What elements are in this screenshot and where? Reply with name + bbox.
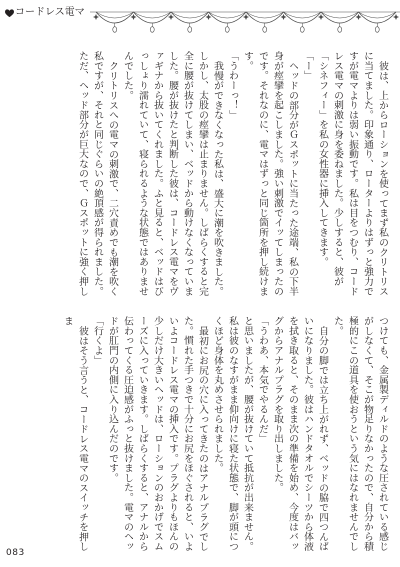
garland-sparkle (318, 14, 324, 20)
garland-bulb (375, 27, 379, 33)
garland-string (321, 12, 359, 23)
paragraph: 自分の脚では立ち上がれず、ベッドの脇で四つんばいになりました。彼はハンドタオルでシーツから体液を拭き取ると、そのまま次の準備を始め、今度はバッグからアナルプラグを取り出しました。 (272, 316, 328, 552)
dialogue-line: 「ー」 (302, 51, 313, 81)
garland-sparkle (206, 14, 212, 20)
garland-sparkle (131, 14, 137, 20)
dialogue-line: 「うわーっ！」 (227, 51, 238, 120)
paragraph-continuation: つけても、金属製ディルドのような圧されている感じがしなくて、そこが物足りなかったので、自分から積極的にこの道具を使おうという気にはなれませんでした。 (332, 316, 388, 552)
paragraph: ヘッドの部分がＧスポットに当たった途端、私の下半身が痙攣を起こしました。強い刺激でイッてしまったのです。それなのに、電マはずっと同じ箇所を押し続けます。 (242, 51, 298, 296)
garland-string (246, 12, 284, 18)
garland-string (284, 12, 322, 23)
paragraph: 彼はそう言うと、コードレス電マのスイッチを押しま (62, 316, 88, 552)
upper-text-block (10, 51, 390, 303)
paragraph: 我慢ができなくなった私は、盛大に潮を吹きました。しかし、太股の痙攣は止まりません。しばらくすると完全に腰が抜けてしまい、ベッドから動けなくなっていました。腰が抜けたと判断した彼は、コードレス電マをヴァギナから抜いてくれました。ふと見ると、ベッドはびっしょり濡れていて、寝られるような状態ではありませんでした。 (122, 51, 223, 296)
garland-sparkle (168, 14, 174, 20)
dialogue-line: 「行くよ」 (92, 316, 103, 365)
garland-string (209, 12, 247, 23)
paragraph-continuation: と思いましたが、腰が抜けていて抵抗が出来ません。私は彼のなすがまま仰向けに寝た状態で、脚が頭につくほど身体を丸めさせられました。 (212, 316, 253, 552)
garland-string (209, 12, 247, 18)
garland-bulb (338, 27, 342, 33)
garland-sparkle (393, 14, 399, 20)
garland-sparkle (281, 14, 287, 20)
garland-string (171, 12, 209, 23)
garland-string (96, 12, 134, 23)
garland-string (96, 12, 134, 18)
garland-string (246, 12, 284, 23)
garland-sparkle (93, 14, 99, 20)
garland-bulb (263, 27, 267, 33)
heart-icon (5, 9, 14, 18)
garland-string (359, 12, 397, 23)
lower-text-block (10, 316, 390, 552)
garland-bulb (113, 27, 117, 33)
garland-bulb (225, 27, 229, 33)
running-header-title: コードレス電マ (15, 7, 85, 18)
garland-string (171, 12, 209, 18)
running-header (5, 6, 88, 20)
garland-sparkle (356, 14, 362, 20)
garland-bulb (150, 27, 154, 33)
page-number: 083 (6, 548, 25, 558)
garland-string (321, 12, 359, 18)
paragraph: 最初にお尻の穴に入ってきたのはアナルプラグでした。慣れた手つきで十分にお尻をほぐされると、いよいよコードレス電マの挿入です。プラグよりもほんの少しだけ大きいヘッドは、ローションのおかげでスムーズに入っていきます。しばらくすると、アナルから伝わってくる圧迫感がふっと抜けました。電マのヘッドが肛門の内側に入り込んだのです。 (107, 316, 208, 552)
paragraph: クリトリスへの電マの刺激で、二穴責めでも潮を吹く私ですが、それと同じぐらいの絶頂感が得られました。ただ、ヘッド部分が巨大なので、Ｇスポットに強く押し (77, 51, 118, 296)
garland-string (284, 12, 322, 18)
garland-sparkle (243, 14, 249, 20)
garland-string (134, 12, 172, 18)
garland-bulb (300, 27, 304, 33)
dialogue-line: 「うわあ、本気でやるんだ」 (257, 316, 268, 444)
paragraph: 彼は、上からローションを使ってまず私のクリトリスに当てました。印象通り、ローターよりはずっと強力ですが電マよりは弱い振動です。私は目をつむり、コードレス電マの刺激に身を委ねました。少しすると、彼が「シネフィー」を私の女性器に挿入してきます。 (317, 51, 388, 296)
garland-string (359, 12, 397, 18)
garland-bulb (188, 27, 192, 33)
garland-string (134, 12, 172, 23)
